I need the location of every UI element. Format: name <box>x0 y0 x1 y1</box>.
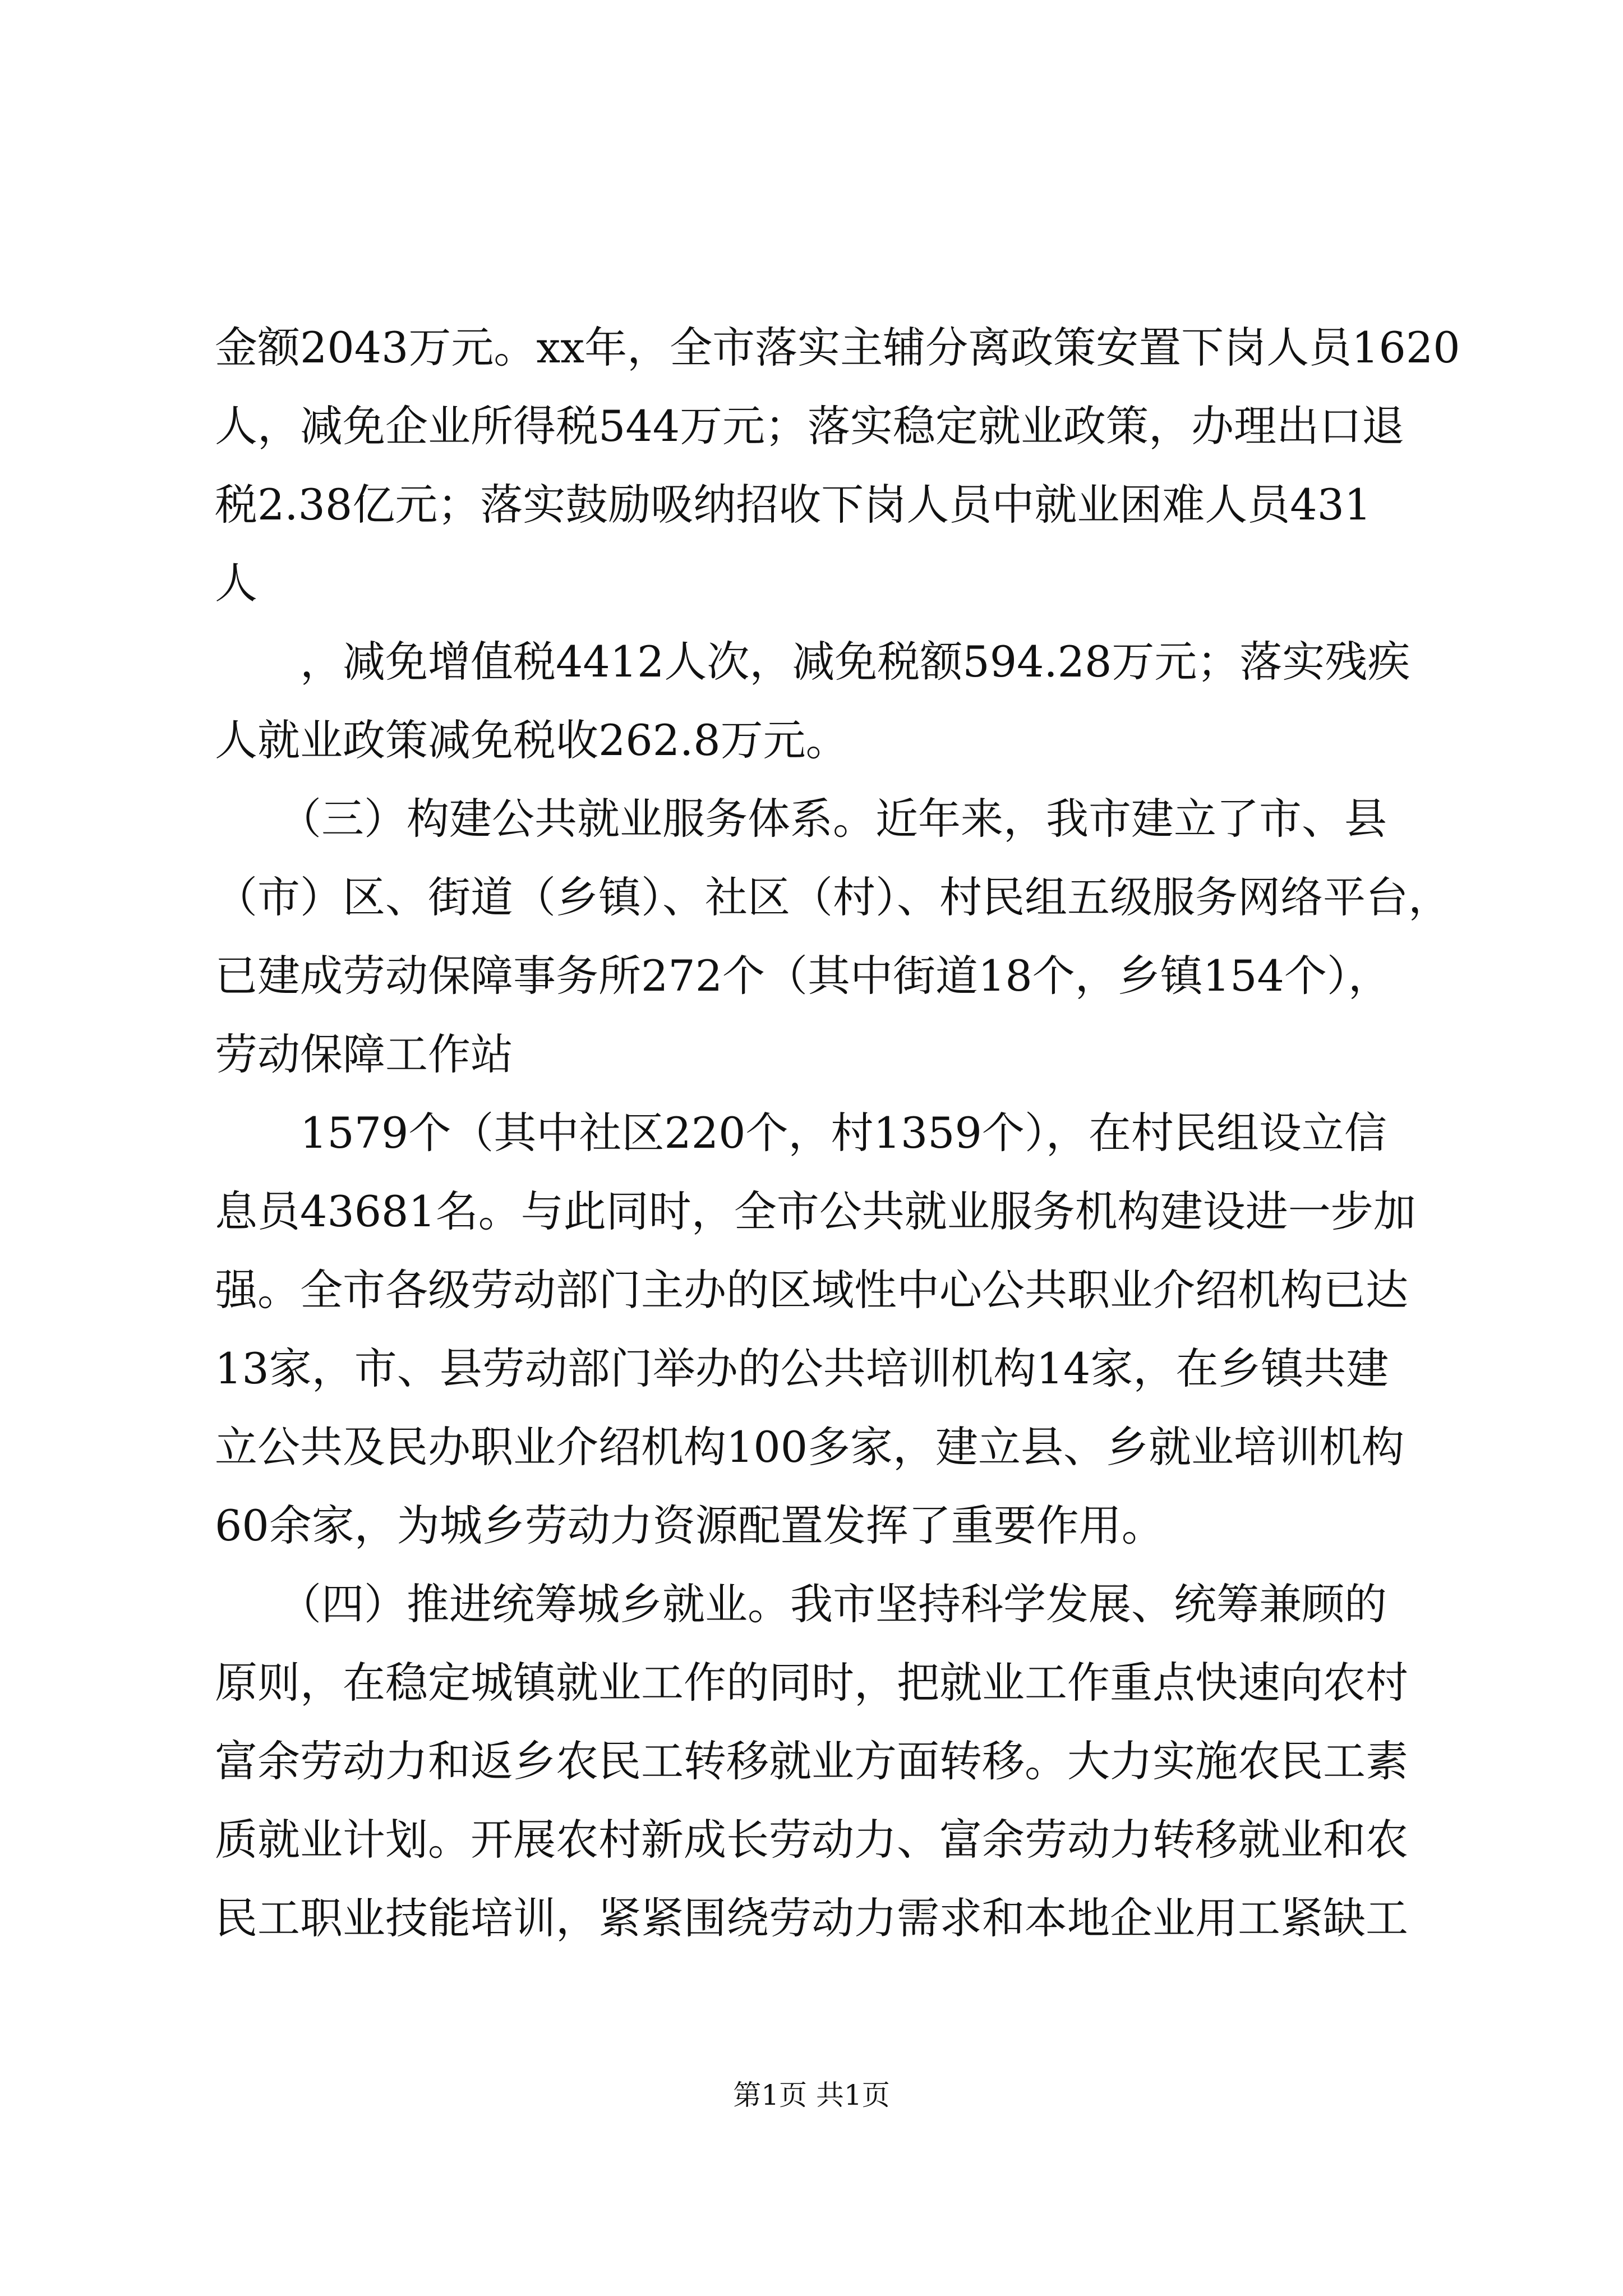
text-line: 人 <box>215 558 257 608</box>
text-line: 民工职业技能培训，紧紧围绕劳动力需求和本地企业用工紧缺工 <box>215 1893 1408 1943</box>
page-footer: 第1页 共1页 <box>733 2079 890 2111</box>
text-line: 劳动保障工作站 <box>215 1029 513 1079</box>
text-line: 原则，在稳定城镇就业工作的同时，把就业工作重点快速向农村 <box>215 1658 1408 1708</box>
text-line: 富余劳动力和返乡农民工转移就业方面转移。大力实施农民工素 <box>215 1736 1408 1786</box>
text-line: （四）推进统筹城乡就业。我市坚持科学发展、统筹兼顾的 <box>215 1579 1387 1629</box>
text-line: 质就业计划。开展农村新成长劳动力、富余劳动力转移就业和农 <box>215 1815 1408 1865</box>
body-text <box>215 309 1460 1958</box>
text-line: （三）构建公共就业服务体系。近年来，我市建立了市、县 <box>215 794 1387 844</box>
text-line: 人就业政策减免税收262.8万元。 <box>215 715 849 765</box>
text-line: 税2.38亿元；落实鼓励吸纳招收下岗人员中就业困难人员431 <box>215 480 1372 530</box>
text-line: 立公共及民办职业介绍机构100多家，建立县、乡就业培训机构 <box>215 1422 1405 1472</box>
text-line: （市）区、街道（乡镇）、社区（村）、村民组五级服务网络平台， <box>215 872 1451 922</box>
text-line: 已建成劳动保障事务所272个（其中街道18个，乡镇154个）， <box>215 951 1391 1001</box>
text-line: ，减免增值税4412人次，减免税额594.28万元；落实残疾 <box>215 637 1410 687</box>
text-line: 60余家，为城乡劳动力资源配置发挥了重要作用。 <box>215 1501 1164 1550</box>
text-line: 金额2043万元。xx年，全市落实主辅分离政策安置下岗人员1620 <box>215 323 1460 372</box>
text-line: 强。全市各级劳动部门主办的区域性中心公共职业介绍机构已达 <box>215 1265 1408 1315</box>
text-line: 13家，市、县劳动部门举办的公共培训机构14家，在乡镇共建 <box>215 1343 1389 1393</box>
text-line: 息员43681名。与此同时，全市公共就业服务机构建设进一步加 <box>215 1186 1416 1236</box>
text-line: 1579个（其中社区220个，村1359个），在村民组设立信 <box>215 1108 1387 1158</box>
text-line: 人，减免企业所得税544万元；落实稳定就业政策，办理出口退 <box>215 401 1405 451</box>
